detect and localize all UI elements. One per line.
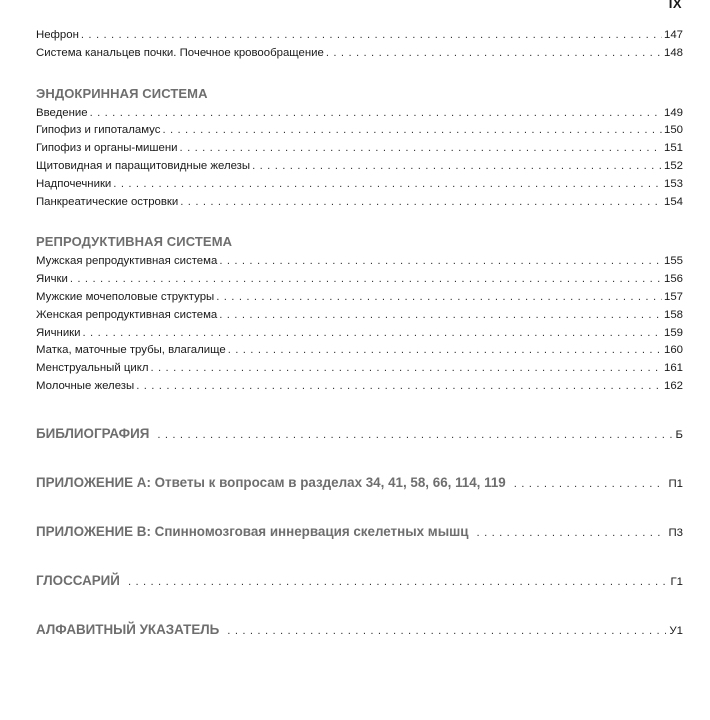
toc-entry-title: Панкреатические островки	[36, 195, 179, 208]
toc-entry[interactable]	[36, 289, 683, 307]
toc-entry-page: 153	[663, 177, 683, 190]
toc-entry-page: 149	[663, 106, 683, 119]
toc-entry-page: 150	[663, 124, 683, 137]
toc-entry[interactable]	[36, 378, 683, 396]
toc-entry-title: Нефрон	[36, 29, 79, 41]
toc-entry-page: 161	[663, 362, 683, 375]
dot-leader	[151, 360, 662, 378]
toc-entry[interactable]	[36, 307, 683, 325]
toc-entry[interactable]	[36, 253, 683, 271]
toc-entry-page: 154	[663, 195, 683, 208]
toc-entry-tubules[interactable]	[36, 45, 683, 63]
toc-major-title: ПРИЛОЖЕНИЕ А: Ответы к вопросам в разделах 34, 41, 58, 66, 114, 119	[36, 474, 506, 490]
dot-leader	[252, 158, 662, 176]
dot-leader	[216, 289, 662, 307]
toc-entry-page: 152	[663, 159, 683, 172]
dot-leader	[180, 194, 662, 212]
dot-leader	[128, 571, 668, 592]
dot-leader	[70, 271, 662, 289]
dot-leader	[90, 105, 662, 123]
toc-entry-page: 156	[663, 273, 683, 286]
toc-entry-page: 157	[663, 290, 683, 303]
toc-major-title: БИБЛИОГРАФИЯ	[36, 425, 150, 441]
dot-leader	[180, 140, 662, 158]
toc-entry[interactable]	[36, 158, 683, 176]
toc-entry[interactable]	[36, 176, 683, 194]
toc-major-bibliography[interactable]	[36, 423, 683, 445]
toc-major-appendix-a[interactable]	[36, 472, 683, 494]
toc-entry-title: Система канальцев почки. Почечное кровообращение	[36, 46, 324, 59]
dot-leader	[81, 27, 662, 45]
toc-entry-title: Женская репродуктивная система	[36, 308, 218, 321]
dot-leader	[136, 378, 662, 396]
toc-entry-page: 158	[663, 308, 683, 321]
dot-leader	[219, 253, 662, 271]
section-heading-reproductive: РЕПРОДУКТИВНАЯ СИСТЕМА	[36, 234, 233, 250]
toc-major-page: П3	[668, 526, 683, 539]
toc-entry-title: Менструальный цикл	[36, 362, 149, 375]
dot-leader	[228, 342, 662, 360]
toc-entry[interactable]	[36, 271, 683, 289]
toc-major-page: П1	[668, 477, 683, 490]
toc-entry[interactable]	[36, 105, 683, 123]
toc-entry-page: 147	[663, 29, 683, 41]
toc-entry-page: 162	[663, 379, 683, 392]
dot-leader	[477, 522, 666, 543]
toc-entry[interactable]	[36, 325, 683, 343]
toc-major-index[interactable]	[36, 619, 683, 641]
toc-entry-page: 155	[663, 255, 683, 268]
dot-leader	[326, 45, 662, 63]
toc-entry[interactable]	[36, 122, 683, 140]
page-number: IX	[668, 0, 682, 11]
toc-entry[interactable]	[36, 360, 683, 378]
toc-major-glossary[interactable]	[36, 570, 683, 592]
toc-entry-nephron[interactable]	[36, 27, 683, 45]
toc-entry-title: Щитовидная и паращитовидные железы	[36, 159, 251, 172]
dot-leader	[83, 325, 662, 343]
toc-entry-title: Матка, маточные трубы, влагалище	[36, 344, 226, 357]
toc-major-page: Б	[675, 428, 683, 441]
toc-entry-title: Яичники	[36, 326, 81, 339]
toc-entry-title: Гипофиз и органы-мишени	[36, 142, 178, 155]
section-heading-endocrine: ЭНДОКРИННАЯ СИСТЕМА	[36, 85, 208, 101]
toc-major-title: ПРИЛОЖЕНИЕ В: Спинномозговая иннервация скелетных мышц	[36, 523, 469, 539]
dot-leader	[227, 620, 666, 641]
toc-entry-title: Молочные железы	[36, 379, 135, 392]
dot-leader	[219, 307, 662, 325]
toc-entry-title: Мужские мочеполовые структуры	[36, 290, 215, 303]
toc-major-title: АЛФАВИТНЫЙ УКАЗАТЕЛЬ	[36, 621, 220, 637]
toc-entry-page: 148	[663, 46, 683, 59]
table-of-contents	[36, 27, 683, 641]
toc-entry[interactable]	[36, 140, 683, 158]
toc-entry-page: 151	[663, 142, 683, 155]
toc-entry-title: Надпочечники	[36, 177, 112, 190]
toc-entry-title: Введение	[36, 106, 88, 119]
toc-entry-page: 159	[663, 326, 683, 339]
toc-entry-page: 160	[663, 344, 683, 357]
toc-major-page: Г1	[670, 575, 683, 588]
dot-leader	[113, 176, 662, 194]
toc-major-appendix-b[interactable]	[36, 521, 683, 543]
toc-major-page: У1	[669, 624, 683, 637]
toc-entry-title: Мужская репродуктивная система	[36, 255, 218, 268]
dot-leader	[514, 473, 666, 494]
toc-entry-title: Гипофиз и гипоталамус	[36, 124, 161, 137]
toc-entry-title: Яички	[36, 273, 68, 286]
dot-leader	[157, 424, 672, 445]
toc-entry[interactable]	[36, 342, 683, 360]
dot-leader	[162, 122, 662, 140]
toc-entry[interactable]	[36, 194, 683, 212]
toc-major-title: ГЛОССАРИЙ	[36, 572, 120, 588]
